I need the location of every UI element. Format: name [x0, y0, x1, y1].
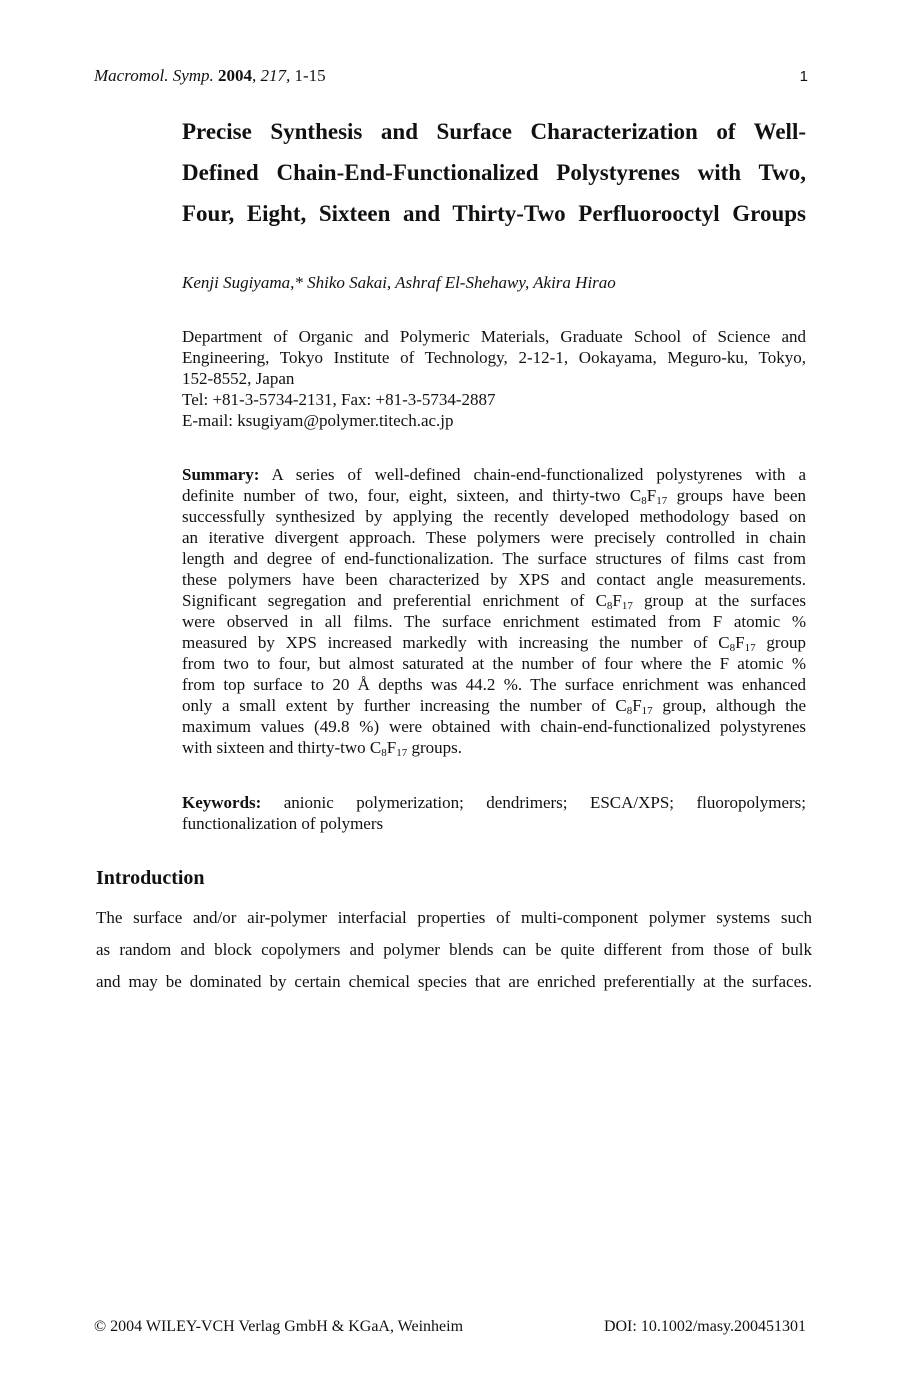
summary-text: group — [755, 633, 807, 652]
keywords-label: Keywords: — [182, 793, 262, 812]
section-heading-introduction: Introduction — [96, 867, 205, 889]
affiliation-block — [182, 326, 806, 431]
paper-title — [182, 111, 806, 234]
summary-text: measured by XPS increased markedly with increasing the number of C — [182, 633, 730, 652]
keywords-text: anionic polymerization; dendrimers; ESCA/XPS; fluoropolymers; — [283, 793, 806, 812]
keywords-text: functionalization of polymers — [182, 814, 384, 833]
doi-reference: DOI: 10.1002/masy.200451301 — [603, 1318, 806, 1335]
affiliation-line: Department of Organic and Polymeric Materials, Graduate School of Science and — [182, 327, 806, 346]
summary-text: successfully synthesized by applying the recently developed methodology based on — [182, 507, 806, 526]
formula-text: F — [646, 486, 657, 505]
summary-text: were observed in all films. The surface enrichment estimated from F atomic % — [182, 612, 806, 631]
summary-text: an iterative divergent approach. These polymers were precisely controlled in chain — [182, 528, 806, 547]
journal-name: Macromol. Symp. — [94, 66, 214, 85]
title-line: Defined Chain-End-Functionalized Polystyrenes with Two, — [182, 160, 806, 185]
formula-text: F — [386, 738, 397, 757]
formula-text: F — [612, 591, 622, 610]
title-line: Four, Eight, Sixteen and Thirty-Two Perfluorooctyl Groups — [182, 201, 806, 226]
subscript: 8 — [606, 600, 613, 612]
summary-text: group, although the — [652, 696, 806, 715]
email-line: E-mail: ksugiyam@polymer.titech.ac.jp — [182, 411, 454, 430]
paragraph-line: as random and block copolymers and polymer blends can be quite different from those of bulk — [96, 940, 812, 959]
paragraph-line: The surface and/or air-polymer interfacial properties of multi-component polymer systems such — [96, 908, 812, 927]
page-number: 1 — [799, 68, 808, 85]
summary-label: Summary: — [182, 465, 260, 484]
formula-text: F — [632, 696, 642, 715]
summary-text: group at the surfaces — [632, 591, 806, 610]
subscript: 17 — [396, 747, 408, 759]
journal-volume: 217, — [260, 66, 291, 85]
running-head: Macromol. Symp. 2004, 217, 1-15 — [94, 66, 326, 85]
summary-text: groups. — [407, 738, 463, 757]
title-line: Precise Synthesis and Surface Characterization of Well- — [182, 119, 806, 144]
introduction-paragraph — [96, 902, 812, 998]
author-list: Kenji Sugiyama,* Shiko Sakai, Ashraf El-Shehawy, Akira Hirao — [182, 273, 616, 292]
summary-text: groups have been — [667, 486, 806, 505]
summary-text: from two to four, but almost saturated at the number of four where the F atomic % — [182, 654, 806, 673]
subscript: 17 — [656, 495, 668, 507]
summary-text: only a small extent by further increasing the number of C — [182, 696, 627, 715]
formula-text: F — [735, 633, 745, 652]
affiliation-line: 152-8552, Japan — [182, 369, 295, 388]
summary-block — [182, 464, 806, 758]
affiliation-line: Engineering, Tokyo Institute of Technology, 2-12-1, Ookayama, Meguro-ku, Tokyo, — [182, 348, 806, 367]
subscript: 8 — [381, 747, 387, 759]
summary-text: definite number of two, four, eight, sixteen, and thirty-two C — [182, 486, 642, 505]
summary-text: Significant segregation and preferential enrichment of C — [182, 591, 607, 610]
summary-text: length and degree of end-functionalization. The surface structures of films cast from — [182, 549, 806, 568]
summary-text: these polymers have been characterized by XPS and contact angle measurements. — [182, 570, 806, 589]
subscript: 17 — [621, 600, 633, 612]
subscript: 8 — [641, 495, 647, 507]
contact-line: Tel: +81-3-5734-2131, Fax: +81-3-5734-2887 — [182, 390, 496, 409]
subscript: 8 — [729, 642, 736, 654]
subscript: 8 — [626, 705, 633, 717]
subscript: 17 — [641, 705, 653, 717]
keywords-block — [182, 792, 806, 834]
journal-pages: 1-15 — [294, 66, 326, 85]
summary-text: A series of well-defined chain-end-functionalized polystyrenes with a — [271, 465, 806, 484]
subscript: 17 — [744, 642, 756, 654]
paragraph-line: and may be dominated by certain chemical species that are enriched preferentially at the surfaces. — [96, 972, 812, 991]
summary-text: maximum values (49.8 %) were obtained with chain-end-functionalized polystyrenes — [182, 717, 806, 736]
summary-text: from top surface to 20 Å depths was 44.2 %. The surface enrichment was enhanced — [182, 675, 806, 694]
summary-text: with sixteen and thirty-two C — [182, 738, 382, 757]
copyright-notice: © 2004 WILEY-VCH Verlag GmbH & KGaA, Weinheim — [94, 1318, 464, 1335]
journal-year: 2004 — [218, 66, 253, 85]
